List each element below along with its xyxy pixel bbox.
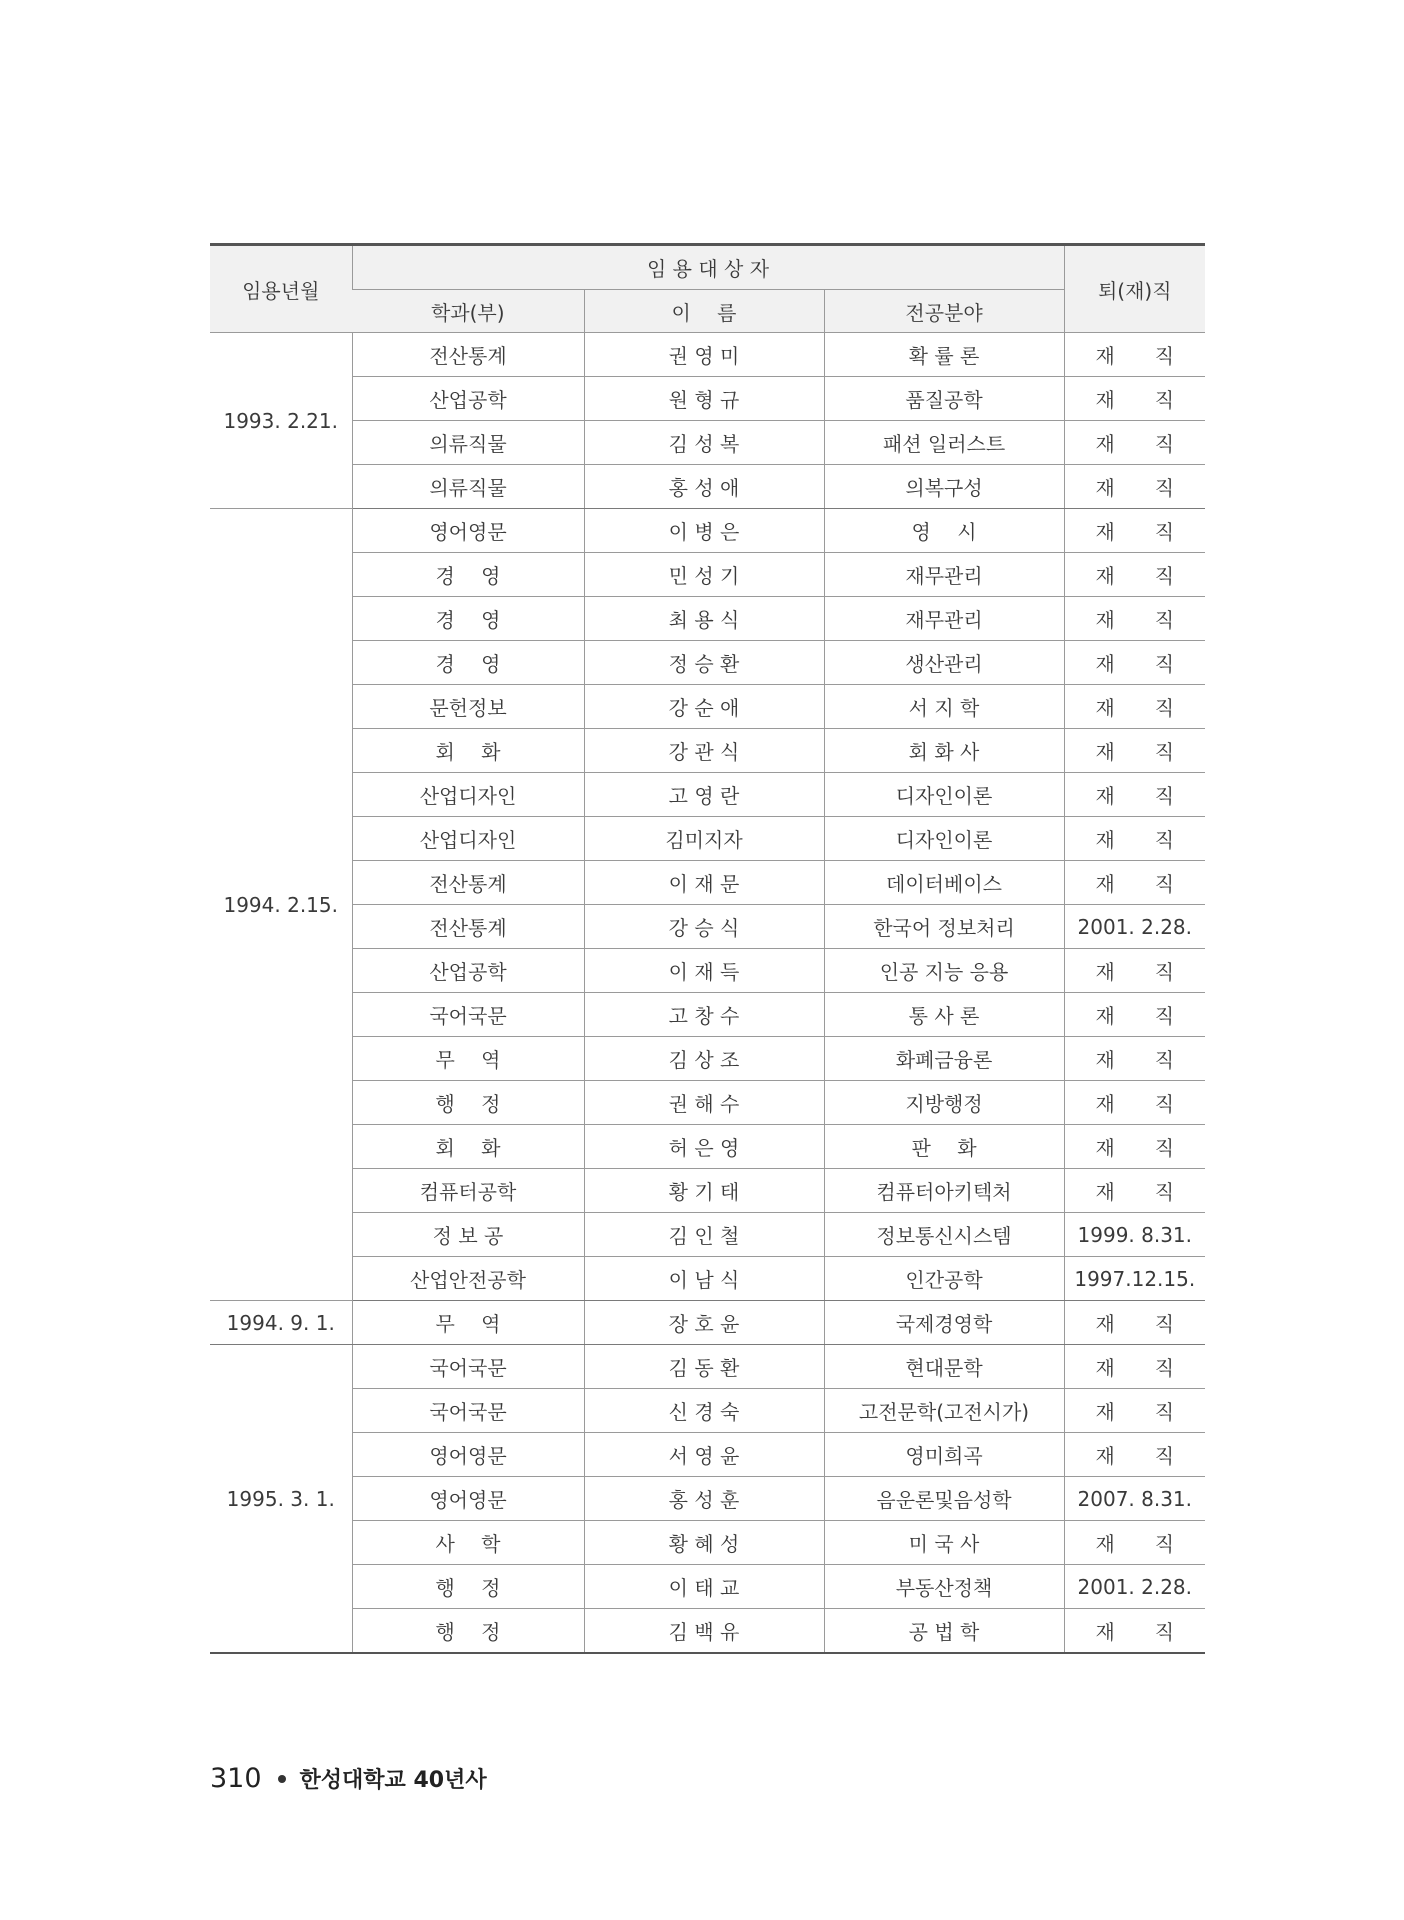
department-cell: 행 정 bbox=[352, 1081, 584, 1125]
major-cell: 생산관리 bbox=[824, 641, 1064, 685]
appointment-date-cell: 1994. 9. 1. bbox=[210, 1301, 352, 1345]
appointment-table bbox=[210, 243, 1205, 1654]
department-cell: 영어영문 bbox=[352, 1433, 584, 1477]
department-cell: 행 정 bbox=[352, 1565, 584, 1609]
table-row bbox=[210, 861, 1205, 905]
name-cell: 민 성 기 bbox=[584, 553, 824, 597]
name-cell: 황 혜 성 bbox=[584, 1521, 824, 1565]
status-cell: 재 직 bbox=[1064, 1609, 1205, 1654]
table-row bbox=[210, 1477, 1205, 1521]
header-status: 퇴(재)직 bbox=[1064, 245, 1205, 333]
status-cell: 재 직 bbox=[1064, 1301, 1205, 1345]
department-cell: 산업공학 bbox=[352, 949, 584, 993]
table-row bbox=[210, 333, 1205, 377]
table-row bbox=[210, 509, 1205, 553]
status-cell: 재 직 bbox=[1064, 817, 1205, 861]
name-cell: 김미지자 bbox=[584, 817, 824, 861]
status-cell: 2007. 8.31. bbox=[1064, 1477, 1205, 1521]
major-cell: 패션 일러스트 bbox=[824, 421, 1064, 465]
status-cell: 재 직 bbox=[1064, 993, 1205, 1037]
major-cell: 현대문학 bbox=[824, 1345, 1064, 1389]
status-cell: 재 직 bbox=[1064, 1433, 1205, 1477]
major-cell: 의복구성 bbox=[824, 465, 1064, 509]
major-cell: 판 화 bbox=[824, 1125, 1064, 1169]
status-cell: 재 직 bbox=[1064, 465, 1205, 509]
department-cell: 산업디자인 bbox=[352, 817, 584, 861]
page-footer bbox=[210, 1763, 487, 1794]
major-cell: 확 률 론 bbox=[824, 333, 1064, 377]
status-cell: 재 직 bbox=[1064, 1389, 1205, 1433]
major-cell: 인간공학 bbox=[824, 1257, 1064, 1301]
status-cell: 재 직 bbox=[1064, 729, 1205, 773]
status-cell: 재 직 bbox=[1064, 333, 1205, 377]
major-cell: 품질공학 bbox=[824, 377, 1064, 421]
name-cell: 강 순 애 bbox=[584, 685, 824, 729]
appointment-date-cell: 1993. 2.21. bbox=[210, 333, 352, 509]
table-row bbox=[210, 465, 1205, 509]
header-dept: 학과(부) bbox=[352, 290, 584, 333]
page-number: 310 bbox=[210, 1763, 262, 1794]
status-cell: 재 직 bbox=[1064, 509, 1205, 553]
major-cell: 부동산정책 bbox=[824, 1565, 1064, 1609]
table-row bbox=[210, 993, 1205, 1037]
department-cell: 국어국문 bbox=[352, 1389, 584, 1433]
department-cell: 산업안전공학 bbox=[352, 1257, 584, 1301]
header-major: 전공분야 bbox=[824, 290, 1064, 333]
name-cell: 김 성 복 bbox=[584, 421, 824, 465]
major-cell: 디자인이론 bbox=[824, 817, 1064, 861]
name-cell: 홍 성 훈 bbox=[584, 1477, 824, 1521]
status-cell: 재 직 bbox=[1064, 949, 1205, 993]
major-cell: 디자인이론 bbox=[824, 773, 1064, 817]
name-cell: 고 창 수 bbox=[584, 993, 824, 1037]
department-cell: 회 화 bbox=[352, 1125, 584, 1169]
name-cell: 홍 성 애 bbox=[584, 465, 824, 509]
status-cell: 1997.12.15. bbox=[1064, 1257, 1205, 1301]
major-cell: 지방행정 bbox=[824, 1081, 1064, 1125]
name-cell: 황 기 태 bbox=[584, 1169, 824, 1213]
name-cell: 이 남 식 bbox=[584, 1257, 824, 1301]
major-cell: 국제경영학 bbox=[824, 1301, 1064, 1345]
status-cell: 재 직 bbox=[1064, 1081, 1205, 1125]
table-row bbox=[210, 553, 1205, 597]
department-cell: 컴퓨터공학 bbox=[352, 1169, 584, 1213]
major-cell: 화폐금융론 bbox=[824, 1037, 1064, 1081]
header-appointees: 임 용 대 상 자 bbox=[352, 245, 1064, 290]
appointment-date-cell: 1994. 2.15. bbox=[210, 509, 352, 1301]
name-cell: 정 승 환 bbox=[584, 641, 824, 685]
table-row bbox=[210, 773, 1205, 817]
major-cell: 공 법 학 bbox=[824, 1609, 1064, 1654]
status-cell: 재 직 bbox=[1064, 861, 1205, 905]
department-cell: 무 역 bbox=[352, 1301, 584, 1345]
department-cell: 전산통계 bbox=[352, 333, 584, 377]
department-cell: 산업디자인 bbox=[352, 773, 584, 817]
name-cell: 이 재 문 bbox=[584, 861, 824, 905]
department-cell: 영어영문 bbox=[352, 1477, 584, 1521]
table-row bbox=[210, 1433, 1205, 1477]
name-cell: 김 백 유 bbox=[584, 1609, 824, 1654]
status-cell: 재 직 bbox=[1064, 1345, 1205, 1389]
table-row bbox=[210, 729, 1205, 773]
name-cell: 권 영 미 bbox=[584, 333, 824, 377]
name-cell: 이 병 은 bbox=[584, 509, 824, 553]
table-row bbox=[210, 1169, 1205, 1213]
table-row bbox=[210, 1389, 1205, 1433]
table-row bbox=[210, 1521, 1205, 1565]
name-cell: 김 인 철 bbox=[584, 1213, 824, 1257]
name-cell: 신 경 숙 bbox=[584, 1389, 824, 1433]
major-cell: 한국어 정보처리 bbox=[824, 905, 1064, 949]
table-row bbox=[210, 1125, 1205, 1169]
table-row bbox=[210, 1213, 1205, 1257]
major-cell: 데이터베이스 bbox=[824, 861, 1064, 905]
department-cell: 문헌정보 bbox=[352, 685, 584, 729]
major-cell: 음운론및음성학 bbox=[824, 1477, 1064, 1521]
status-cell: 재 직 bbox=[1064, 773, 1205, 817]
name-cell: 강 관 식 bbox=[584, 729, 824, 773]
department-cell: 국어국문 bbox=[352, 993, 584, 1037]
name-cell: 강 승 식 bbox=[584, 905, 824, 949]
name-cell: 원 형 규 bbox=[584, 377, 824, 421]
status-cell: 재 직 bbox=[1064, 1521, 1205, 1565]
department-cell: 전산통계 bbox=[352, 861, 584, 905]
table-row bbox=[210, 817, 1205, 861]
major-cell: 재무관리 bbox=[824, 597, 1064, 641]
major-cell: 회 화 사 bbox=[824, 729, 1064, 773]
status-cell: 재 직 bbox=[1064, 685, 1205, 729]
department-cell: 영어영문 bbox=[352, 509, 584, 553]
table-row bbox=[210, 949, 1205, 993]
header-name: 이 름 bbox=[584, 290, 824, 333]
major-cell: 미 국 사 bbox=[824, 1521, 1064, 1565]
name-cell: 고 영 란 bbox=[584, 773, 824, 817]
status-cell: 2001. 2.28. bbox=[1064, 905, 1205, 949]
table-row bbox=[210, 905, 1205, 949]
table-row bbox=[210, 1037, 1205, 1081]
status-cell: 재 직 bbox=[1064, 641, 1205, 685]
department-cell: 무 역 bbox=[352, 1037, 584, 1081]
table-row bbox=[210, 1565, 1205, 1609]
table-row bbox=[210, 377, 1205, 421]
header-date: 임용년월 bbox=[210, 245, 352, 333]
table-row bbox=[210, 1345, 1205, 1389]
name-cell: 장 호 윤 bbox=[584, 1301, 824, 1345]
major-cell: 컴퓨터아키텍처 bbox=[824, 1169, 1064, 1213]
status-cell: 재 직 bbox=[1064, 1125, 1205, 1169]
name-cell: 김 동 환 bbox=[584, 1345, 824, 1389]
book-title: 한성대학교 40년사 bbox=[299, 1768, 487, 1793]
status-cell: 2001. 2.28. bbox=[1064, 1565, 1205, 1609]
name-cell: 최 용 식 bbox=[584, 597, 824, 641]
major-cell: 통 사 론 bbox=[824, 993, 1064, 1037]
table-row bbox=[210, 1301, 1205, 1345]
department-cell: 사 학 bbox=[352, 1521, 584, 1565]
name-cell: 김 상 조 bbox=[584, 1037, 824, 1081]
name-cell: 권 해 수 bbox=[584, 1081, 824, 1125]
department-cell: 행 정 bbox=[352, 1609, 584, 1654]
name-cell: 서 영 윤 bbox=[584, 1433, 824, 1477]
status-cell: 재 직 bbox=[1064, 421, 1205, 465]
department-cell: 회 화 bbox=[352, 729, 584, 773]
name-cell: 허 은 영 bbox=[584, 1125, 824, 1169]
major-cell: 고전문학(고전시가) bbox=[824, 1389, 1064, 1433]
appointment-table-container bbox=[210, 243, 1205, 1654]
department-cell: 의류직물 bbox=[352, 421, 584, 465]
table-row bbox=[210, 597, 1205, 641]
major-cell: 서 지 학 bbox=[824, 685, 1064, 729]
table-header bbox=[210, 245, 1205, 333]
department-cell: 경 영 bbox=[352, 641, 584, 685]
major-cell: 정보통신시스템 bbox=[824, 1213, 1064, 1257]
table-body bbox=[210, 333, 1205, 1654]
status-cell: 1999. 8.31. bbox=[1064, 1213, 1205, 1257]
major-cell: 영 시 bbox=[824, 509, 1064, 553]
table-row bbox=[210, 1081, 1205, 1125]
status-cell: 재 직 bbox=[1064, 553, 1205, 597]
table-row bbox=[210, 1257, 1205, 1301]
bullet-icon bbox=[278, 1775, 286, 1783]
department-cell: 경 영 bbox=[352, 597, 584, 641]
department-cell: 전산통계 bbox=[352, 905, 584, 949]
status-cell: 재 직 bbox=[1064, 597, 1205, 641]
name-cell: 이 태 교 bbox=[584, 1565, 824, 1609]
department-cell: 경 영 bbox=[352, 553, 584, 597]
department-cell: 산업공학 bbox=[352, 377, 584, 421]
name-cell: 이 재 득 bbox=[584, 949, 824, 993]
department-cell: 국어국문 bbox=[352, 1345, 584, 1389]
major-cell: 영미희곡 bbox=[824, 1433, 1064, 1477]
department-cell: 정 보 공 bbox=[352, 1213, 584, 1257]
department-cell: 의류직물 bbox=[352, 465, 584, 509]
table-row bbox=[210, 641, 1205, 685]
appointment-date-cell: 1995. 3. 1. bbox=[210, 1345, 352, 1654]
table-row bbox=[210, 685, 1205, 729]
major-cell: 인공 지능 응용 bbox=[824, 949, 1064, 993]
status-cell: 재 직 bbox=[1064, 377, 1205, 421]
status-cell: 재 직 bbox=[1064, 1169, 1205, 1213]
major-cell: 재무관리 bbox=[824, 553, 1064, 597]
table-row bbox=[210, 1609, 1205, 1654]
table-row bbox=[210, 421, 1205, 465]
status-cell: 재 직 bbox=[1064, 1037, 1205, 1081]
